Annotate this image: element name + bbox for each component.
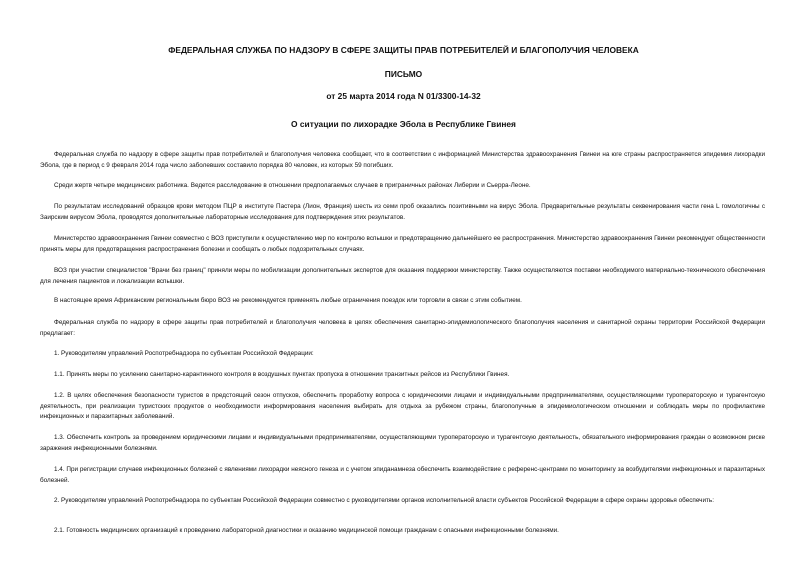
document-date-number: от 25 марта 2014 года N 01/3300-14-32 [326, 91, 481, 101]
list-item-1-1: 1.1. Принять меры по усилению санитарно-карантинного контроля в воздушных пунктах пропуска в отношении транзитных рейсов из Республики Гвинея. [54, 371, 510, 378]
paragraph-who-afro: В настоящее время Африканским региональным бюро ВОЗ не рекомендуется применять любые ограничения поездок или торговли в связи с этим событием. [54, 297, 522, 304]
paragraph-lab-results: По результатам исследований образцов крови методом ПЦР в институте Пастера (Лион, Франция) шесть из семи проб оказались позитивными на вирус Эбола. Предварительные результаты секвенирования части гена L гомологичны с Заирским вирусом Эбола, проводятся дополнительные лабораторные исследования для подтверждения этих результатов. [40, 203, 765, 221]
list-item-2: 2. Руководителям управлений Роспотребнадзора по субъектам Российской Федерации совместно с руководителями органов исполнительной власти субъектов Российской Федерации в сфере охраны здоровья обеспечить: [54, 497, 714, 504]
paragraph-msf-support: ВОЗ при участии специалистов "Врачи без границ" приняли меры по мобилизации дополнительных экспертов для оказания поддержки министерству. Также осуществляются поставки необходимого материально-технического обеспечения для лечения пациентов и локализации вспышки. [40, 267, 765, 285]
list-item-1-4: 1.4. При регистрации случаев инфекционных болезней с явлениями лихорадки неясного генеза и с учетом эпиданамнеза обеспечить взаимодействие с референс-центрами по мониторингу за возбудителями инфекционных и паразитарных болезней. [40, 466, 765, 484]
paragraph-guinea-measures: Министерство здравоохранения Гвинеи совместно с ВОЗ приступили к осуществлению мер по контролю вспышки и предотвращению дальнейшего ее распространения. Министерство здравоохранения Гвинеи рекомендует общественности принять меры для предотвращения распространения болезни и сообщать о любых подозрительных случаях. [40, 235, 765, 253]
paragraph-victims: Среди жертв четыре медицинских работника. Ведется расследование в отношении предполагаемых случаев в приграничных районах Либерии и Сьерра-Леоне. [54, 182, 531, 189]
paragraph-outbreak-info: Федеральная служба по надзору в сфере защиты прав потребителей и благополучия человека сообщает, что в соответствии с информацией Министерства здравоохранения Гвинеи на юге страны распространяется эпидемия лихорадки Эбола, где в период с 9 февраля 2014 года число заболевших составило порядка 80 человек, из которых 59 погибших. [40, 151, 765, 169]
paragraph-rospotrebnadzor-proposes: Федеральная служба по надзору в сфере защиты прав потребителей и благополучия человека в целях обеспечения санитарно-эпидемиологического благополучия населения и санитарной охраны территории Российской Федерации предлагает: [40, 319, 765, 337]
document-type: ПИСЬМО [384, 69, 423, 79]
list-item-2-1: 2.1. Готовность медицинских организаций к проведению лабораторной диагностики и оказанию медицинской помощи гражданам с опасными инфекционными болезнями. [54, 527, 559, 534]
list-item-1-3: 1.3. Обеспечить контроль за проведением юридическими лицами и индивидуальными предпринимателями, осуществляющими туроператорскую и турагентскую деятельность, обязательного информирования граждан о возможном риске заражения инфекционными болезнями. [40, 434, 765, 452]
issuing-authority: ФЕДЕРАЛЬНАЯ СЛУЖБА ПО НАДЗОРУ В СФЕРЕ ЗАЩИТЫ ПРАВ ПОТРЕБИТЕЛЕЙ И БЛАГОПОЛУЧИЯ ЧЕЛОВЕКА [168, 45, 639, 55]
list-item-1: 1. Руководителям управлений Роспотребнадзора по субъектам Российской Федерации: [54, 350, 314, 357]
document-title: О ситуации по лихорадке Эбола в Республике Гвинея [291, 119, 516, 129]
list-item-1-2: 1.2. В целях обеспечения безопасности туристов в предстоящий сезон отпусков, обеспечить проработку вопроса с юридическими лицами и индивидуальными предпринимателями, осуществляющими туроператорскую и турагентскую деятельность, при реализации туристских продуктов о необходимости информирования населения выбирать для отдыха за рубежом страны, благополучные в эпидемиологическом отношении и соблюдать меры по профилактике инфекционных и паразитарных заболеваний. [40, 392, 765, 420]
